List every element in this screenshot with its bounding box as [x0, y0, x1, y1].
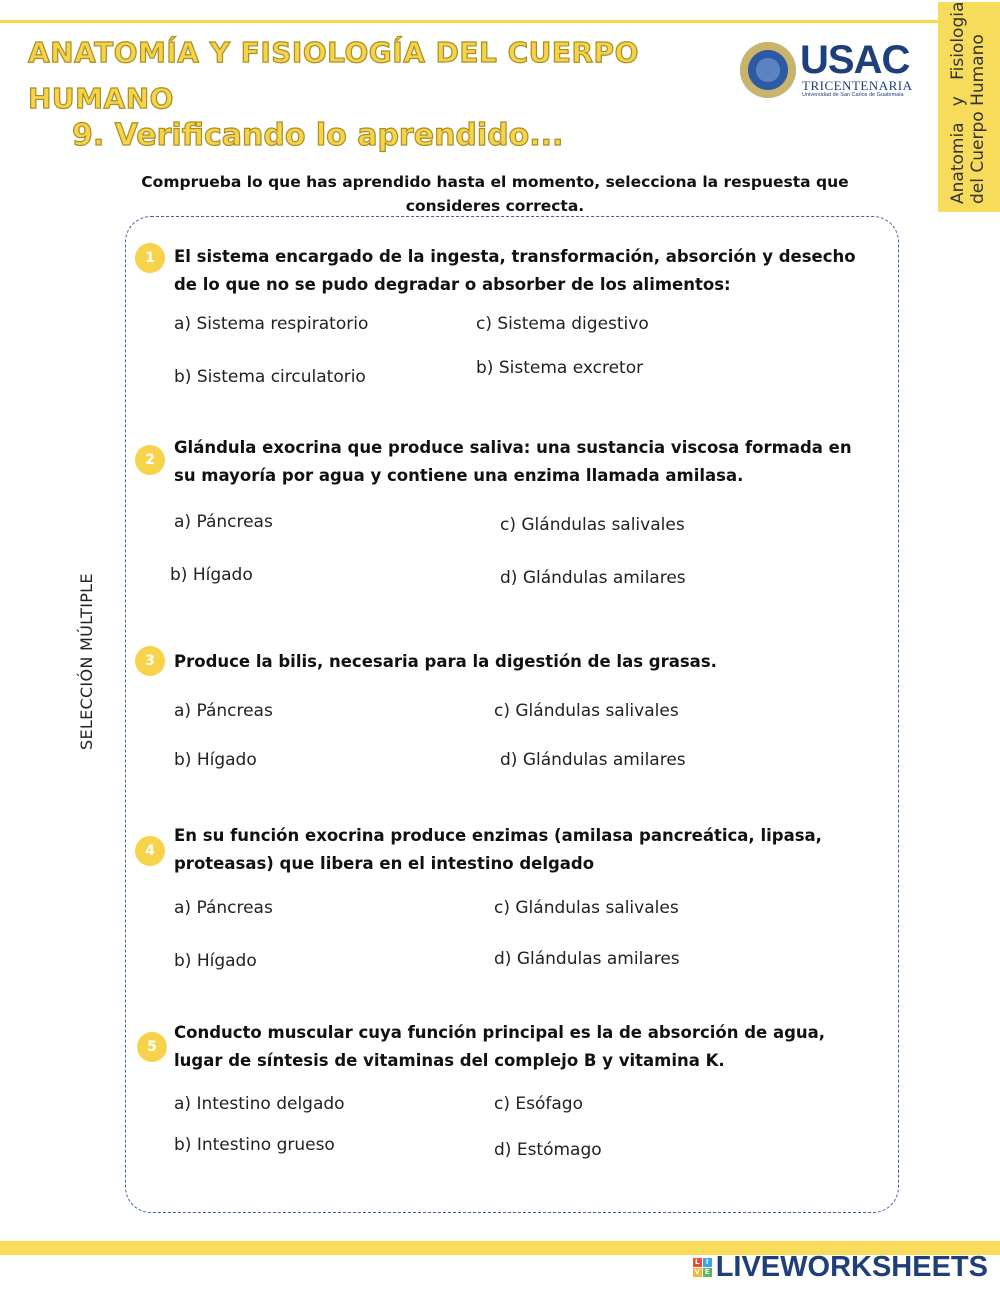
page-title	[28, 30, 728, 122]
answer-option[interactable]: d) Glándulas amilares	[500, 568, 686, 588]
side-tab-text	[938, 2, 1000, 212]
answer-option[interactable]: c) Esófago	[494, 1094, 583, 1114]
side-tab-line1: Anatomia y Fisiologia	[948, 1, 968, 204]
answer-option[interactable]: b) Hígado	[174, 750, 257, 770]
answer-option[interactable]: b) Intestino grueso	[174, 1135, 335, 1155]
logo-wordmark: USAC	[800, 38, 910, 82]
answer-option[interactable]: b) Sistema circulatorio	[174, 367, 366, 387]
answer-option[interactable]: c) Glándulas salivales	[500, 515, 685, 535]
answer-option[interactable]: c) Glándulas salivales	[494, 701, 679, 721]
answer-option[interactable]: a) Páncreas	[174, 701, 273, 721]
grid-letter-e: E	[703, 1268, 712, 1277]
question-text: Produce la bilis, necesaria para la digestión de las grasas.	[174, 652, 717, 671]
logo-caption: Universidad de San Carlos de Guatemala	[802, 92, 904, 98]
answer-option[interactable]: c) Glándulas salivales	[494, 898, 679, 918]
usac-logo	[740, 40, 925, 102]
answer-option[interactable]: b) Sistema excretor	[476, 358, 644, 378]
question-number-badge: 4	[135, 836, 165, 866]
page-title-line1: ANATOMÍA Y FISIOLOGÍA DEL CUERPO	[28, 36, 639, 69]
answer-option[interactable]: d) Glándulas amilares	[494, 949, 680, 969]
logo-subtitle: TRICENTENARIA	[802, 78, 913, 93]
answer-option[interactable]: b) Hígado	[174, 951, 257, 971]
question-number-badge: 2	[135, 445, 165, 475]
answer-option[interactable]: b) Hígado	[170, 565, 253, 585]
answer-option[interactable]: a) Sistema respiratorio	[174, 314, 369, 334]
section-label: SELECCIÓN MÚLTIPLE	[77, 573, 96, 750]
instructions: Comprueba lo que has aprendido hasta el momento, selecciona la respuesta que consideres correcta.	[141, 173, 849, 215]
grid-letter-i: I	[703, 1258, 712, 1267]
question-number-badge: 1	[135, 243, 165, 273]
answer-option[interactable]: d) Glándulas amilares	[500, 750, 686, 770]
section-subtitle: 9. Verificando lo aprendido...	[72, 118, 564, 153]
question-number-badge: 3	[135, 646, 165, 676]
question-text: En su función exocrina produce enzimas (amilasa pancreática, lipasa, proteasas) que libera en el intestino delgado	[174, 826, 822, 873]
answer-option[interactable]: a) Páncreas	[174, 898, 273, 918]
side-tab	[938, 2, 1000, 212]
page-title-line2: HUMANO	[28, 82, 174, 115]
question-number-badge: 5	[137, 1032, 167, 1062]
liveworksheets-brand: LIVEWORKSHEETS	[715, 1250, 988, 1283]
question-text: Conducto muscular cuya función principal es la de absorción de agua, lugar de síntesis de vitaminas del complejo B y vitamina K.	[174, 1023, 826, 1070]
side-tab-line2: del Cuerpo Humano	[968, 34, 988, 204]
top-divider	[0, 20, 940, 23]
grid-letter-l: L	[693, 1258, 702, 1267]
university-seal-icon	[740, 42, 796, 98]
answer-option[interactable]: a) Páncreas	[174, 512, 273, 532]
grid-letter-v: V	[694, 1267, 700, 1276]
answer-option[interactable]: c) Sistema digestivo	[476, 314, 649, 334]
liveworksheets-logo[interactable]	[693, 1250, 988, 1284]
question-text: El sistema encargado de la ingesta, transformación, absorción y desecho de lo que no se pudo degradar o absorber de los alimentos:	[174, 247, 856, 294]
liveworksheets-grid-icon	[693, 1258, 712, 1277]
answer-option[interactable]: a) Intestino delgado	[174, 1094, 345, 1114]
answer-option[interactable]: d) Estómago	[494, 1140, 602, 1160]
question-text: Glándula exocrina que produce saliva: una sustancia viscosa formada en su mayoría por agua y contiene una enzima llamada amilasa.	[174, 438, 852, 485]
